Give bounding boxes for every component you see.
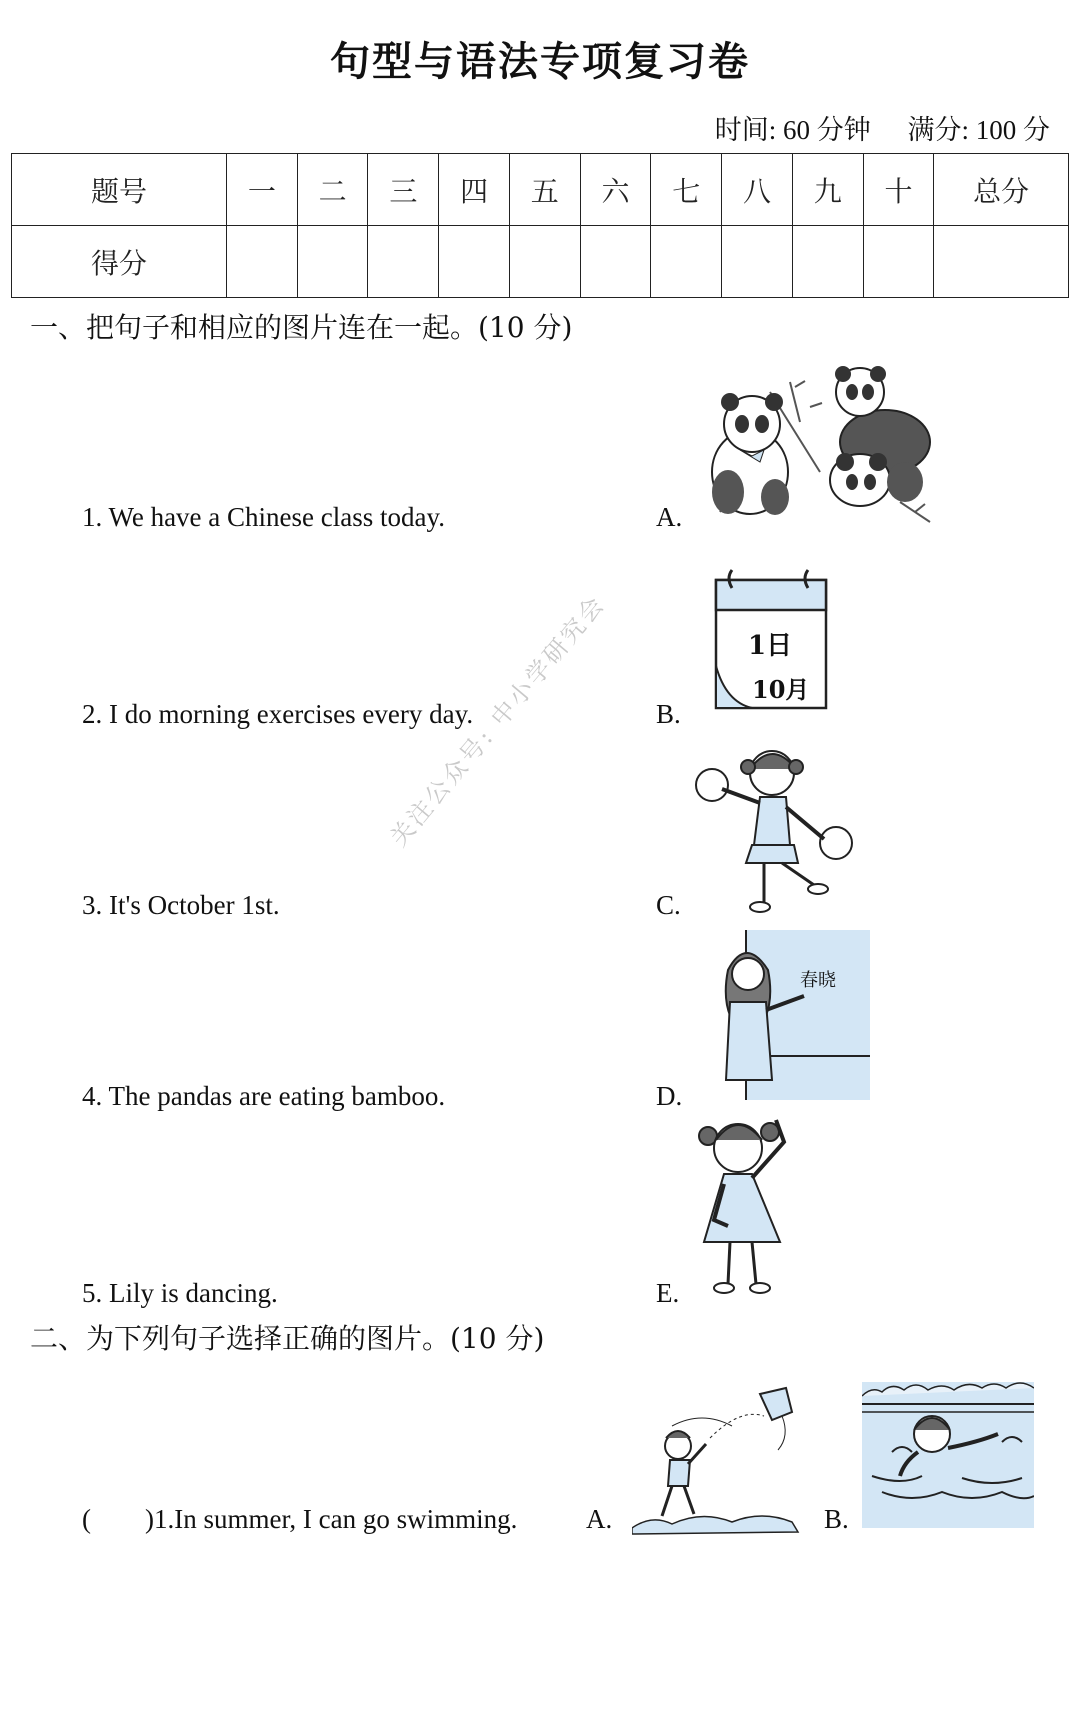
time-limit: 时间: 60 分钟	[714, 115, 871, 145]
teacher-chinese-class-picture	[714, 930, 870, 1100]
question-1-text: 1.In summer, I can go swimming.	[153, 1504, 518, 1534]
score-input-cell[interactable]	[509, 226, 580, 298]
score-input-cell[interactable]	[227, 226, 298, 298]
time-info	[685, 108, 1050, 147]
score-table-cell: 十	[863, 154, 934, 226]
match-sentence-3: 3. It's October 1st.	[82, 890, 280, 920]
score-table-header-row	[12, 154, 1069, 226]
score-input-cell[interactable]	[368, 226, 439, 298]
calendar-day: 1日	[748, 631, 793, 661]
calendar-picture	[712, 566, 830, 712]
boy-flying-kite-picture	[632, 1386, 808, 1536]
score-table-cell: 二	[297, 154, 368, 226]
section1-heading: 一、把句子和相应的图片连在一起。(10 分)	[30, 311, 573, 344]
match-sentence-5: 5. Lily is dancing.	[82, 1278, 278, 1308]
match-sentence-1: 1. We have a Chinese class today.	[82, 502, 445, 532]
score-input-cell[interactable]	[651, 226, 722, 298]
score-table-cell: 题号	[12, 154, 227, 226]
calendar-month: 10月	[752, 675, 810, 704]
score-table-cell: 总分	[934, 154, 1069, 226]
score-table-cell: 五	[509, 154, 580, 226]
score-input-cell[interactable]	[934, 226, 1069, 298]
score-table-cell: 三	[368, 154, 439, 226]
full-score: 满分: 100 分	[907, 115, 1050, 145]
page-title: 句型与语法专项复习卷	[330, 38, 750, 85]
section2-heading: 二、为下列句子选择正确的图片。(10 分)	[30, 1322, 545, 1355]
score-input-cell[interactable]	[580, 226, 651, 298]
girl-waving-picture	[694, 1112, 804, 1298]
score-table-cell: 八	[722, 154, 793, 226]
boy-swimming-picture	[862, 1382, 1034, 1528]
score-table-score-row	[12, 226, 1069, 298]
score-table-cell: 七	[651, 154, 722, 226]
score-input-cell[interactable]	[792, 226, 863, 298]
score-table-cell: 一	[227, 154, 298, 226]
match-sentence-2: 2. I do morning exercises every day.	[82, 699, 474, 729]
choice-a-label: A.	[586, 1504, 613, 1534]
board-text: 春晓	[800, 970, 836, 991]
score-input-cell[interactable]	[863, 226, 934, 298]
choice-b-label: B.	[824, 1504, 849, 1534]
answer-blank[interactable]: ( )	[82, 1504, 154, 1534]
score-table-cell: 九	[792, 154, 863, 226]
score-table-cell: 四	[439, 154, 510, 226]
pandas-eating-bamboo-picture	[700, 362, 940, 532]
score-table-cell: 六	[580, 154, 651, 226]
score-row-label: 得分	[12, 226, 227, 298]
option-a-label: A.	[656, 502, 683, 532]
option-e-label: E.	[656, 1278, 680, 1308]
score-table	[11, 153, 1069, 298]
score-input-cell[interactable]	[439, 226, 510, 298]
question-1	[82, 1504, 517, 1535]
cheerleader-girl-picture	[694, 745, 854, 920]
option-d-label: D.	[656, 1081, 683, 1111]
option-c-label: C.	[656, 890, 681, 920]
match-sentence-4: 4. The pandas are eating bamboo.	[82, 1081, 446, 1111]
score-input-cell[interactable]	[722, 226, 793, 298]
option-b-label: B.	[656, 699, 681, 729]
watermark-text: 关注公众号: 中小学研究会	[384, 589, 611, 852]
score-input-cell[interactable]	[297, 226, 368, 298]
